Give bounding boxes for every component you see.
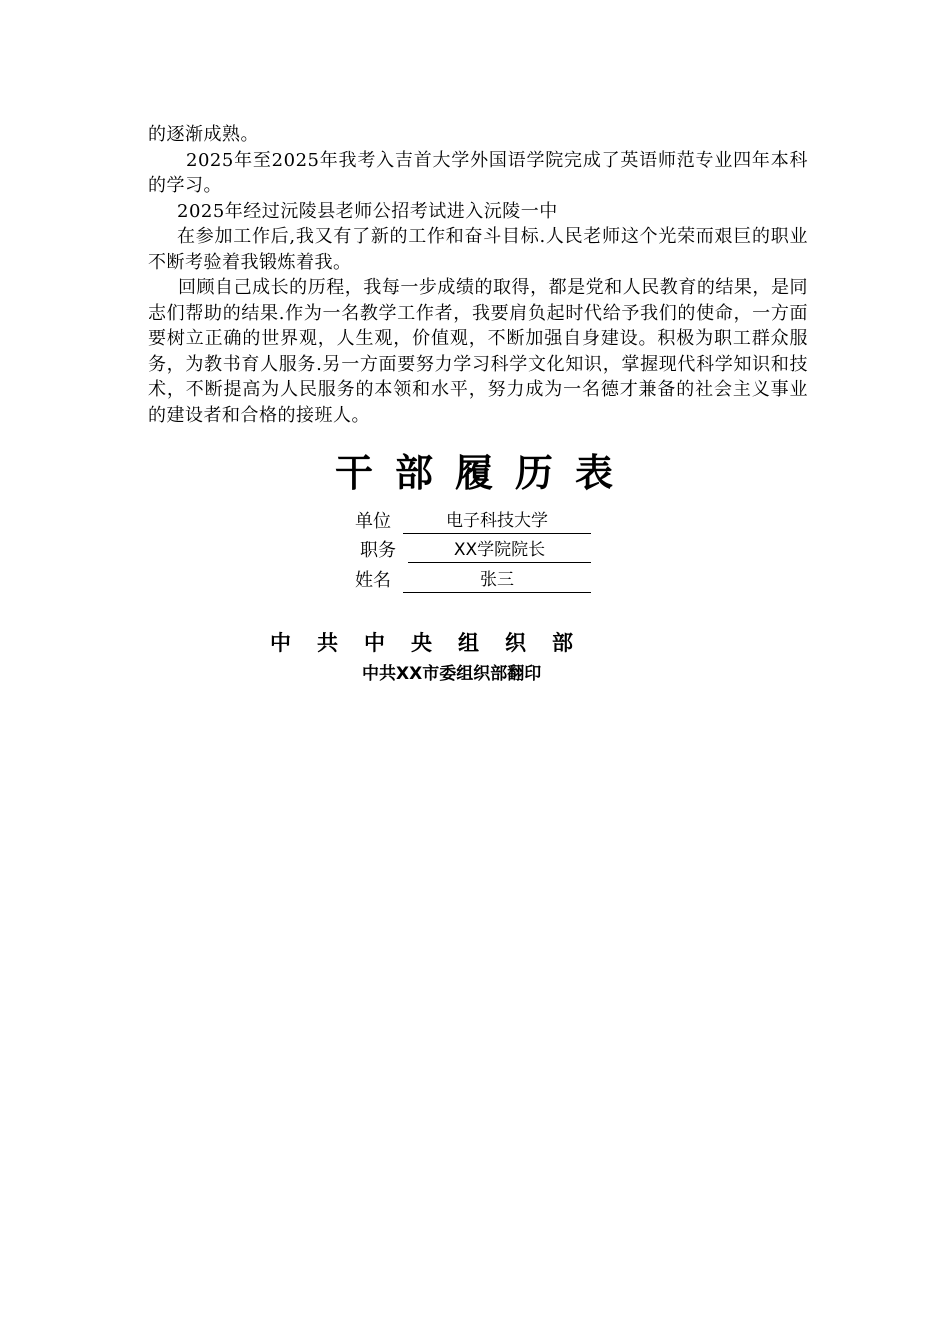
post-value: XX学院院长 bbox=[408, 539, 591, 563]
reprint-note: 中共XX市委组织部翻印 bbox=[362, 664, 542, 684]
paragraph-education: 2025年至2025年我考入吉首大学外国语学院完成了英语师范专业四年本科的学习。 bbox=[148, 149, 808, 196]
name-row bbox=[355, 569, 591, 593]
name-value: 张三 bbox=[403, 569, 591, 593]
form-title: 干部履历表 bbox=[334, 450, 635, 495]
body-text bbox=[148, 122, 808, 428]
post-row bbox=[360, 539, 591, 563]
unit-row bbox=[355, 510, 591, 534]
unit-value: 电子科技大学 bbox=[403, 510, 591, 534]
paragraph-reflection: 回顾自己成长的历程，我每一步成绩的取得，都是党和人民教育的结果，是同志们帮助的结果.作为一名教学工作者，我要肩负起时代给予我们的使命，一方面要树立正确的世界观，人生观，价值观，不断加强自身建设。积极为职工群众服务，为教书育人服务.另一方面要努力学习科学文化知识，掌握现代科学知识和技术，不断提高为人民服务的本领和水平，努力成为一名德才兼备的社会主义事业的建设者和合格的接班人。 bbox=[148, 277, 808, 426]
post-label: 职务 bbox=[360, 540, 396, 561]
unit-label: 单位 bbox=[355, 511, 391, 532]
publisher: 中共中央组织部 bbox=[270, 630, 599, 655]
name-label: 姓名 bbox=[355, 570, 391, 591]
paragraph-work-goals: 在参加工作后,我又有了新的工作和奋斗目标.人民老师这个光荣而艰巨的职业不断考验着我锻炼着我。 bbox=[148, 226, 808, 273]
paragraph-employment: 2025年经过沅陵县老师公招考试进入沅陵一中 bbox=[177, 200, 558, 222]
paragraph-closing-fragment: 的逐渐成熟。 bbox=[148, 124, 259, 145]
